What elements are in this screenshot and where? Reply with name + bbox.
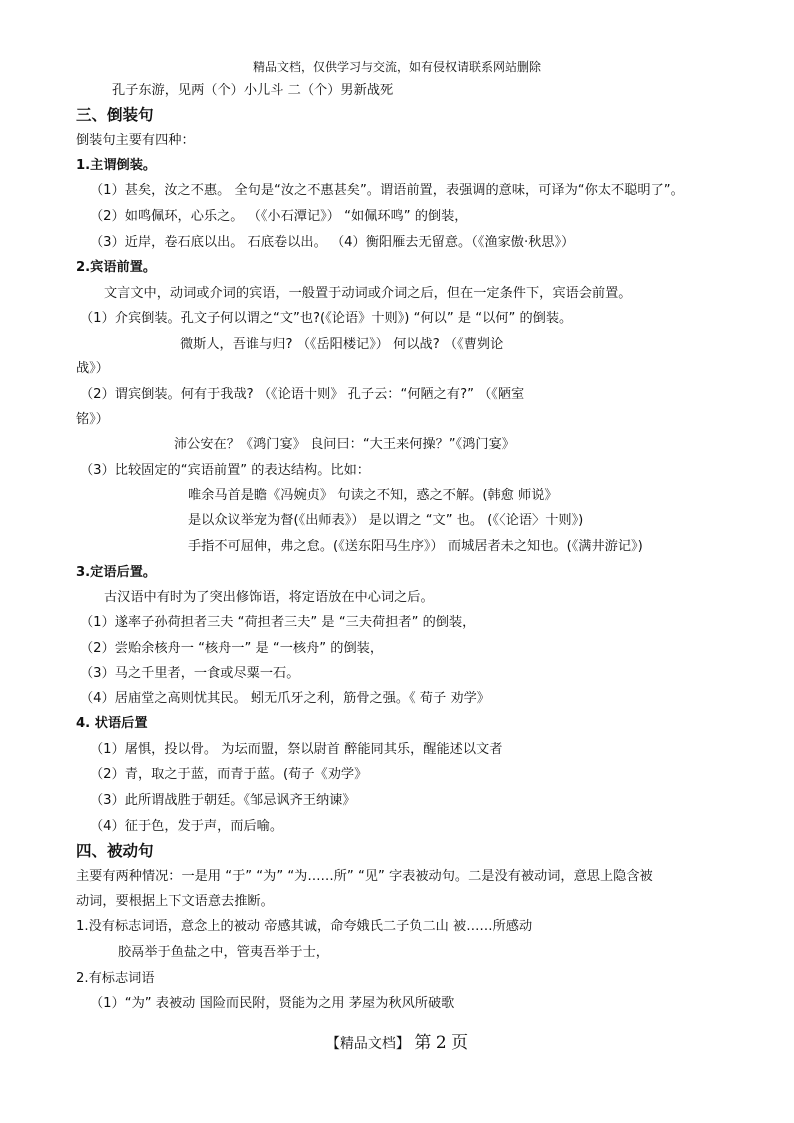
subsection-heading: 1.主谓倒装。 [76,158,157,173]
text-line: 1.没有标志词语，意念上的被动 帝感其诚，命夸娥氏二子负二山 被……所感动 [76,919,533,934]
text-line: 手指不可屈伸，弗之怠。(《送东阳马生序》） 而城居者未之知也。(《满井游记》) [188,539,643,554]
text-line: 倒装句主要有四种： [76,133,195,148]
text-line: 战》） [76,361,109,376]
text-line: （2）如鸣佩环，心乐之。 （《小石潭记》） “如佩环鸣” 的倒装， [90,209,468,224]
text-line: （4）征于色，发于声，而后喻。 [90,819,284,834]
subsection-heading: 4. 状语后置 [76,716,148,731]
text-line: 胶鬲举于鱼盐之中，管夷吾举于士， [118,945,329,960]
text-line: 文言文中，动词或介词的宾语，一般置于动词或介词之后，但在一定条件下，宾语会前置。 [104,286,632,301]
text-line: （3）此所谓战胜于朝廷。《邹忌讽齐王纳谏》 [90,793,356,808]
footer-label: 【精品文档】 [325,1036,410,1052]
text-line: （2）青，取之于蓝，而青于蓝。(荀子《劝学》 [90,767,368,782]
section-heading: 三、倒装句 [76,106,154,124]
text-line: 是以众议举宠为督(《出师表》） 是以谓之 “文” 也。 (《〈论语〉十则》) [188,513,584,528]
text-line: （1）介宾倒装。孔文子何以谓之“文”也?(《论语》十则》) “何以” 是 “以何” 的倒装。 [80,311,573,326]
text-line: （1）甚矣，汝之不惠。 全句是“汝之不惠甚矣”。谓语前置，表强调的意味，可译为“你太不聪明了”。 [90,183,684,198]
text-line: （3）近岸，卷石底以出。 石底卷以出。 （4）衡阳雁去无留意。（《渔家傲·秋思》） [90,235,575,250]
text-line: 2.有标志词语 [76,971,155,986]
text-line: 动词，要根据上下文语意去推断。 [76,894,274,909]
text-line: 孔子东游，见两（个）小儿斗 二（个）男新战死 [112,83,394,98]
text-line: （1）屠惧，投以骨。 为坛而盟，祭以尉首 醉能同其乐，醒能述以文者 [90,742,503,757]
text-line: （2）谓宾倒装。何有于我哉? （《论语十则》 孔子云：“何陋之有?” （《陋室 [80,387,525,402]
text-line: （1）“为” 表被动 国险而民附，贤能为之用 茅屋为秋风所破歌 [90,996,455,1011]
section-heading: 四、被动句 [76,842,154,860]
subsection-heading: 3.定语后置。 [76,565,157,580]
page-header: 精品文档，仅供学习与交流，如有侵权请联系网站删除 [252,60,541,74]
text-line: （2）尝贻余核舟一 “核舟一” 是 “一核舟” 的倒装， [80,641,384,656]
subsection-heading: 2.宾语前置。 [76,260,157,275]
page-number: 2 [435,1033,447,1053]
text-line: （3）马之千里者，一食或尽粟一石。 [80,666,300,681]
text-line: 沛公安在？《鸿门宴》 良问曰：“大王来何操？”《鸿门宴》 [174,437,515,452]
page-suffix: 页 [451,1033,469,1053]
text-line: 微斯人，吾谁与归? （《岳阳楼记》） 何以战? （《曹刿论 [180,337,504,352]
text-line: 唯余马首是瞻《冯婉贞》 句读之不知，惑之不解。(韩愈 师说》 [188,488,558,503]
text-line: 铭》） [76,412,109,427]
text-line: （1）遂率子孙荷担者三夫 “荷担者三夫” 是 “三夫荷担者” 的倒装， [80,615,476,630]
text-line: （3）比较固定的“宾语前置” 的表达结构。比如： [80,463,370,478]
page-prefix: 第 [414,1033,432,1053]
text-line: 主要有两种情况：一是用 “于” “为” “为……所” “见” 字表被动句。二是没有被动词，意思上隐含被 [76,869,653,884]
text-line: 古汉语中有时为了突出修饰语，将定语放在中心词之后。 [104,590,434,605]
text-line: （4）居庙堂之高则忧其民。 蚓无爪牙之利，筋骨之强。《 荀子 劝学》 [80,691,490,706]
page-footer [0,1034,794,1053]
